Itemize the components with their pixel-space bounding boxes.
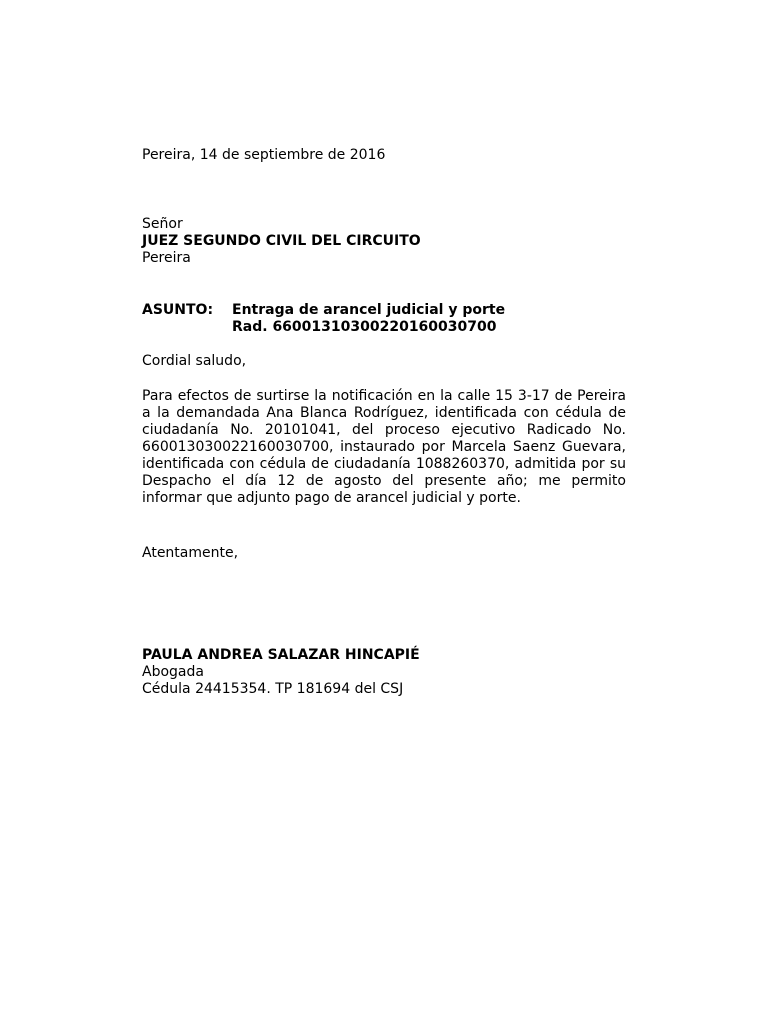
signature-role: Abogada: [142, 664, 204, 680]
greeting: Cordial saludo,: [142, 353, 247, 369]
subject-lines: [232, 302, 505, 336]
recipient-city: Pereira: [142, 250, 191, 266]
body-paragraph: Para efectos de surtirse la notificación en la calle 15 3-17 de Pereira a la demandada Ana Blanca Rodríguez, identificada con cédula de ciudadanía No. 20101041, del proceso ejecutivo Radicado No. 660013030022160030700, instaurado por Marcela Saenz Guevara, identificada con cédula de ciudadanía 1088260370, admitida por su Despacho el día 12 de agosto del presente año; me permito informar que adjunto pago de arancel judicial y porte.: [142, 388, 626, 506]
closing: Atentamente,: [142, 545, 239, 561]
signature-name: PAULA ANDREA SALAZAR HINCAPIÉ: [142, 647, 420, 663]
subject-line-2: Rad. 66001310300220160030700: [232, 319, 497, 335]
signature-id: Cédula 24415354. TP 181694 del CSJ: [142, 681, 404, 697]
recipient-block: [142, 216, 626, 267]
recipient-salutation: Señor: [142, 216, 183, 232]
signature-block: [142, 647, 626, 698]
recipient-title: JUEZ SEGUNDO CIVIL DEL CIRCUITO: [142, 233, 421, 249]
subject-label: ASUNTO:: [142, 302, 214, 318]
date-line: Pereira, 14 de septiembre de 2016: [142, 147, 386, 163]
subject-line-1: Entraga de arancel judicial y porte: [232, 302, 506, 318]
